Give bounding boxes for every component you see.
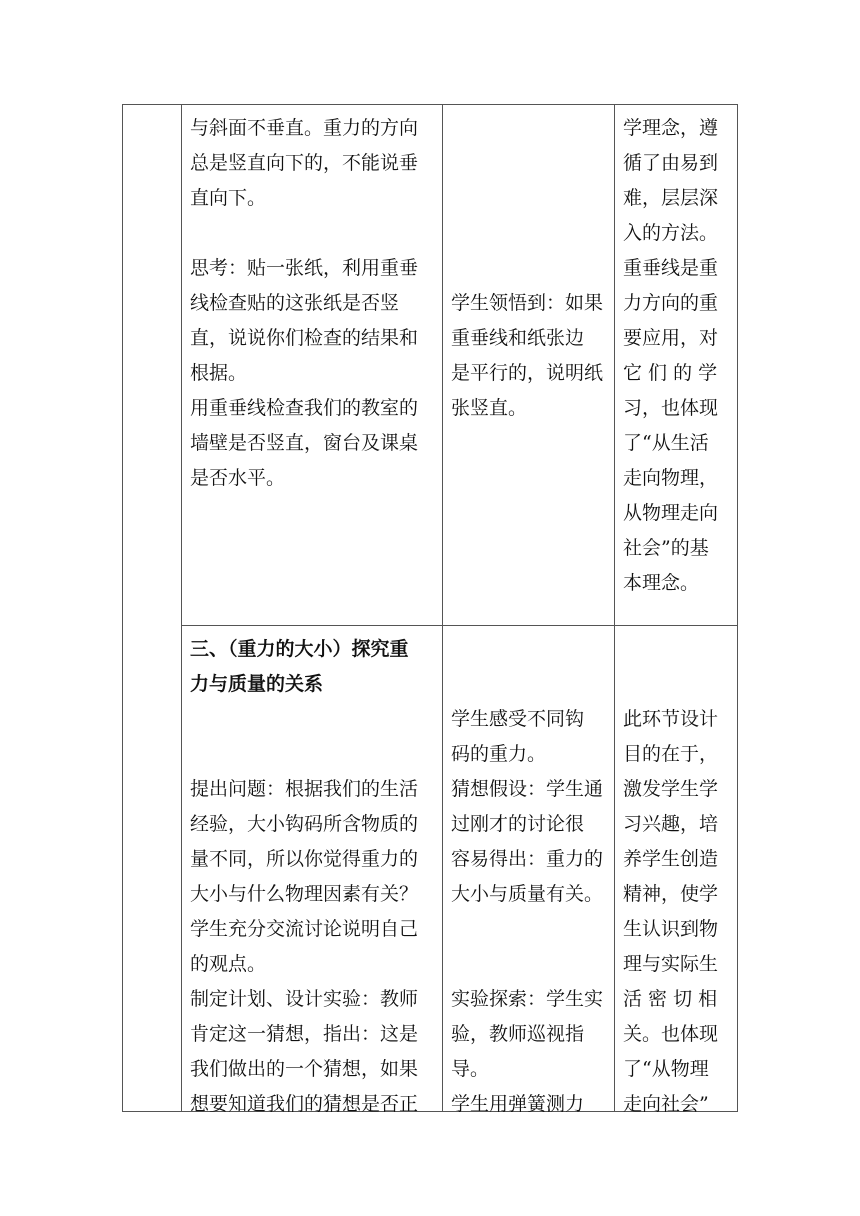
row-divider <box>181 625 738 626</box>
row1-student-cell <box>451 111 611 426</box>
text-line: 导。 <box>451 1058 490 1080</box>
text-line: 思考：贴一张纸，利用重垂 <box>190 257 419 279</box>
row2-design-cell <box>623 702 735 1122</box>
text-line: 码的重力。 <box>451 743 547 765</box>
text-line: 它 们 的 学 <box>623 362 718 384</box>
blank-line <box>451 947 611 982</box>
text-line: 线检查贴的这张纸是否竖 <box>190 292 400 314</box>
text-line: 此环节设计 <box>623 708 719 730</box>
text-line: 实验探索：学生实 <box>451 988 604 1010</box>
text-line: 直向下。 <box>190 187 267 209</box>
text-line: 大小与质量有关。 <box>451 883 604 905</box>
text-line: 养学生创造 <box>623 848 719 870</box>
text-line: 根据。 <box>190 362 248 384</box>
column-divider-2 <box>442 104 443 1112</box>
blank-line <box>451 912 611 947</box>
row1-design-cell <box>623 111 735 601</box>
text-line: 是平行的，说明纸 <box>451 362 604 384</box>
row2-teacher-cell <box>190 632 438 1122</box>
text-line: 生认识到物 <box>623 918 719 940</box>
row1-teacher-cell <box>190 111 438 496</box>
row2-student-cell <box>451 702 611 1122</box>
text-line: 容易得出：重力的 <box>451 848 604 870</box>
text-line: 学生感受不同钩 <box>451 708 585 730</box>
text-line: 力方向的重 <box>623 292 719 314</box>
text-line: 张竖直。 <box>451 397 528 419</box>
text-line: 要应用，对 <box>623 327 719 349</box>
text-line: 学生充分交流讨论说明自己 <box>190 918 419 940</box>
text-line: 了“从生活 <box>623 432 709 454</box>
blank-line <box>451 216 611 251</box>
section-heading: 力与质量的关系 <box>190 673 324 695</box>
text-line: 习兴趣，培 <box>623 813 719 835</box>
table-border-right <box>737 104 738 1112</box>
text-line: 走向社会” <box>623 1093 709 1115</box>
text-line: 关。也体现 <box>623 1023 719 1045</box>
text-line: 激发学生学 <box>623 778 719 800</box>
text-line: 墙壁是否竖直，窗台及课桌 <box>190 432 419 454</box>
text-line: 走向物理， <box>623 467 719 489</box>
text-line: 是否水平。 <box>190 467 286 489</box>
text-line: 的观点。 <box>190 953 267 975</box>
blank-line <box>190 216 438 251</box>
text-line: 学理念，遵 <box>623 117 719 139</box>
text-line: 入的方法。 <box>623 222 719 244</box>
text-line: 学生用弹簧测力 <box>451 1093 585 1115</box>
text-line: 重垂线是重 <box>623 257 719 279</box>
text-line: 经验，大小钩码所含物质的 <box>190 813 419 835</box>
text-line: 从物理走向 <box>623 502 719 524</box>
text-line: 了“从物理 <box>623 1058 709 1080</box>
blank-line <box>451 111 611 146</box>
text-line: 目的在于， <box>623 743 719 765</box>
text-line: 本理念。 <box>623 572 700 594</box>
table-border-top <box>122 104 738 105</box>
text-line: 过刚才的讨论很 <box>451 813 585 835</box>
text-line: 理与实际生 <box>623 953 719 975</box>
text-line: 提出问题：根据我们的生活 <box>190 778 419 800</box>
column-divider-1 <box>181 104 182 1112</box>
text-line: 想要知道我们的猜想是否正 <box>190 1093 419 1115</box>
text-line: 量不同，所以你觉得重力的 <box>190 848 419 870</box>
text-line: 大小与什么物理因素有关？ <box>190 883 419 905</box>
table-border-left <box>122 104 123 1112</box>
text-line: 直，说说你们检查的结果和 <box>190 327 419 349</box>
text-line: 循了由易到 <box>623 152 719 174</box>
text-line: 制定计划、设计实验：教师 <box>190 988 419 1010</box>
text-line: 肯定这一猜想，指出：这是 <box>190 1023 419 1045</box>
text-line: 精神，使学 <box>623 883 719 905</box>
blank-line <box>451 181 611 216</box>
text-line: 难，层层深 <box>623 187 719 209</box>
text-line: 活 密 切 相 <box>623 988 718 1010</box>
text-line: 重垂线和纸张边 <box>451 327 585 349</box>
blank-line <box>451 251 611 286</box>
text-line: 社会”的基 <box>623 537 709 559</box>
text-line: 猜想假设：学生通 <box>451 778 604 800</box>
column-divider-3 <box>614 104 615 1112</box>
blank-line <box>190 737 438 772</box>
text-line: 验，教师巡视指 <box>451 1023 585 1045</box>
section-heading: 三、（重力的大小）探究重 <box>190 638 409 660</box>
text-line: 学生领悟到：如果 <box>451 292 604 314</box>
text-line: 总是竖直向下的，不能说垂 <box>190 152 419 174</box>
text-line: 习，也体现 <box>623 397 719 419</box>
text-line: 我们做出的一个猜想，如果 <box>190 1058 419 1080</box>
text-line: 用重垂线检查我们的教室的 <box>190 397 419 419</box>
text-line: 与斜面不垂直。重力的方向 <box>190 117 419 139</box>
blank-line <box>190 702 438 737</box>
blank-line <box>451 146 611 181</box>
